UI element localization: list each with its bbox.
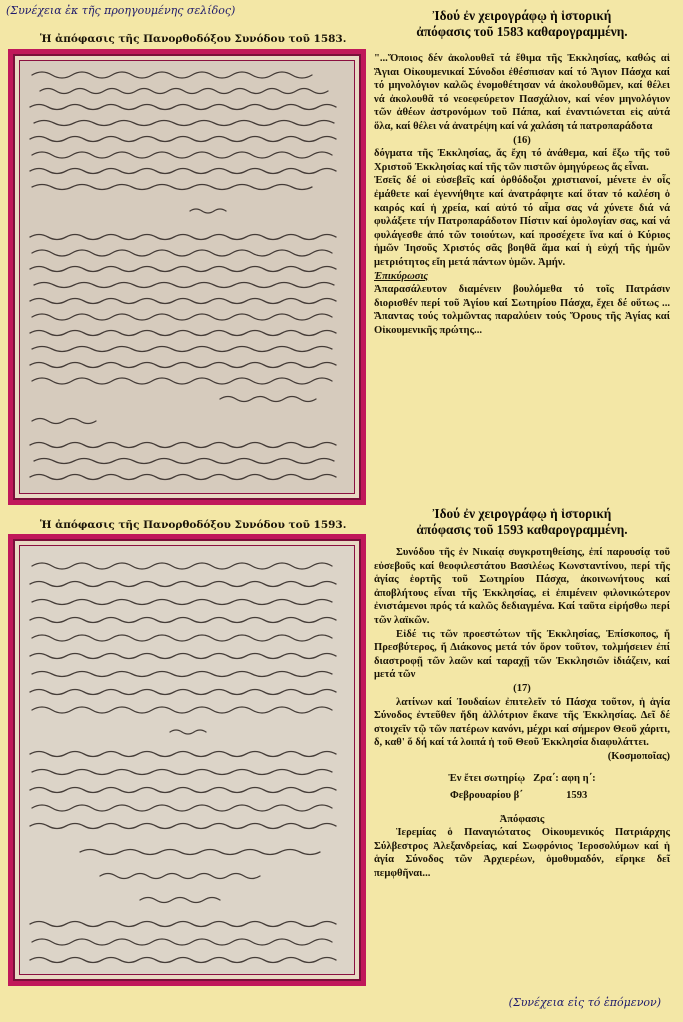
heading-1593-line1: Ἰδού ἐν χειρογράφῳ ἡ ἱστορική	[432, 506, 612, 521]
heading-1593-line2: ἀπόφασις τοῦ 1593 καθαρογραμμένη.	[416, 522, 628, 537]
text-1583-paragraph-2: δόγματα τῆς Ἐκκλησίας, ἄς ἔχη τό ἀνάθεμα, καί ἔξω τῆς τοῦ Χριστοῦ Ἐκκλησίας καί τῆς τῶν πιστῶν ὁμηγύρεως ἄς εἶναι.	[374, 148, 670, 173]
signature-kosmopoias: (Κοσμοποῖας)	[607, 750, 670, 762]
text-1593-paragraph-2: Εἰδέ τις τῶν προεστώτων τῆς Ἐκκλησίας, Ἐπίσκοπος, ἤ Πρεσβύτερος, ἤ Διάκονος μετά τόν ὅρον τοῦτον, τολμήσειεν ἐπί διαστροφῇ τῶν λαῶν καί ταραχῇ τῶν Ἐκκλησιῶν ἰδιάζειν, καί μετά τῶν	[374, 628, 670, 681]
manuscript-1593-scan	[20, 546, 354, 974]
continued-next-note: (Συνέχεια εἰς τό ἑπόμενον)	[508, 996, 661, 1009]
ratification-heading: Ἐπικύρωσις	[374, 270, 429, 282]
section-1583	[374, 8, 670, 337]
manuscript-image-1583	[8, 49, 366, 505]
heading-1583-line1: Ἰδού ἐν χειρογράφῳ ἡ ἱστορική	[432, 8, 612, 23]
text-1583-paragraph-1: "...Ὅποιος δέν ἀκολουθεῖ τά ἔθιμα τῆς Ἐκκλησίας, καθώς αἱ Ἅγιαι Οἰκουμενικαί Σύνοδοι ἐθέσπισαν καί τό Ἅγιον Πάσχα καί τό μηνολόγιον καλῶς ἐνομοθέτησαν νά ἀκολουθῶμεν, καί θέλει νά ἀκολουθᾶ τό νεοεφεύρετον Πασχάλιον, καί νέον μηνολόγιον τῶν ἀθέων ἀστρονόμων τοῦ Πάπα, καί ἐναντιώνεται εἰς αὐτά ὅλα, καί θέλει νά ἀνατρέψη καί νά χαλάση τά πατροπαράδοτα	[374, 53, 670, 132]
date-year: 1593	[566, 790, 588, 802]
text-1583-paragraph-3: Ἐσεῖς δέ οἱ εὐσεβεῖς καί ὀρθόδοξοι χριστιανοί, μένετε ἐν οἷς ἐμάθετε καί ἐγεννήθητε καί ἀνατράφητε καί ὅταν τό καλέση ὁ καιρός καί ἡ χρεία, καί αὐτό τό αἷμα σας νά χύνετε διά νά φυλάξετε τήν Πατροπαράδοτον Πίστιν καί ὁμολογίαν σας, καί νά φυλάγεσθε ἀπό τῶν τοιούτων, καί προσέχετε ἵνα καί ὁ Κύριος ἡμῶν Ἰησοῦς Χριστός σᾶς βοηθᾶ ἅμα καί ἡ εὐχή τῆς ἡμῶν μετριότητος εἴη μετά πάντων ὑμῶν. Ἀμήν.	[374, 175, 670, 268]
page-number-17: (17)	[513, 682, 531, 694]
manuscript-caption-1583: Ἡ ἀπόφασις τῆς Πανορθοδόξου Συνόδου τοῦ 1583.	[40, 33, 347, 45]
page-number-16: (16)	[513, 134, 531, 146]
decision-heading: Ἀπόφασις	[499, 813, 545, 825]
date-line-1: Ἐν ἔτει σωτηρίῳ Ζρα΄: αφη η΄:	[448, 772, 596, 784]
continued-from-note: (Συνέχεια ἐκ τῆς προηγουμένης σελίδος)	[6, 4, 236, 17]
heading-1583-line2: ἀπόφασις τοῦ 1583 καθαρογραμμένη.	[416, 24, 628, 39]
text-1583-paragraph-4: Ἀπαρασάλευτον διαμένειν βουλόμεθα τό τοῖς Πατράσιν διορισθέν περί τοῦ Ἁγίου καί Σωτηρίου Πάσχα, ἔχει δέ οὕτως ... Ἅπαντας τούς τολμῶντας παραλύειν τούς Ὅρους τῆς Ἁγίας καί Οἰκουμενικῆς πρώτης...	[374, 284, 670, 336]
manuscript-image-1593	[8, 534, 366, 986]
section-1593	[374, 506, 670, 881]
text-1593-paragraph-1: Συνόδου τῆς ἐν Νικαίᾳ συγκροτηθείσης, ἐπί παρουσίᾳ τοῦ εὐσεβοῦς καί θεοφιλεστάτου Βασιλέως Κωνσταντίνου, περί τῆς ἁγίας ἑορτῆς τοῦ Σωτηρίου Πάσχα, ἀκοινωνήτους καί ἀποβλήτους εἶναι τῆς Ἐκκλησίας, εἰ ἐπιμένειν φιλονικώτερον ἐνιστάμενοι πρός τά καλῶς δεδιαγμένα. Καί ταῦτα εἰρήσθω περί τῶν λαϊκῶν.	[374, 547, 670, 626]
manuscript-1583-scan	[20, 61, 354, 493]
text-1593-paragraph-4: Ἱερεμίας ὁ Παναγιώτατος Οἰκουμενικός Πατριάρχης Σύλβεστρος Ἀλεξανδρείας, καί Σωφρόνιος Ἱεροσολύμων καί ἡ ἁγία Σύνοδος τῶν Ἀρχιερέων, ὁμοθυμαδόν, εἴρηκε δεῖ πεμφθῆναι...	[374, 827, 670, 880]
manuscript-caption-1593: Ἡ ἀπόφασις τῆς Πανορθοδόξου Συνόδου τοῦ 1593.	[40, 519, 347, 531]
text-1593-paragraph-3: λατίνων καί Ἰουδαίων ἐπιτελεῖν τό Πάσχα τοῦτον, ἡ ἁγία Σύνοδος ἐντεῦθεν ἤδη ἀλλότριον ἔκανε τῆς Ἐκκλησίας. Δεῖ δέ στοιχεῖν τῷ τῶν πατέρων κανόνι, μέχρι καί σήμερον Θεοῦ χάριτι, δ, καθ' ὅ δή καί τά λοιπά ἡ τοῦ Θεοῦ Ἐκκλησία διαφυλάττει.	[374, 696, 670, 749]
date-month: Φεβρουαρίου β΄	[450, 790, 523, 802]
date-line-2	[374, 789, 670, 803]
